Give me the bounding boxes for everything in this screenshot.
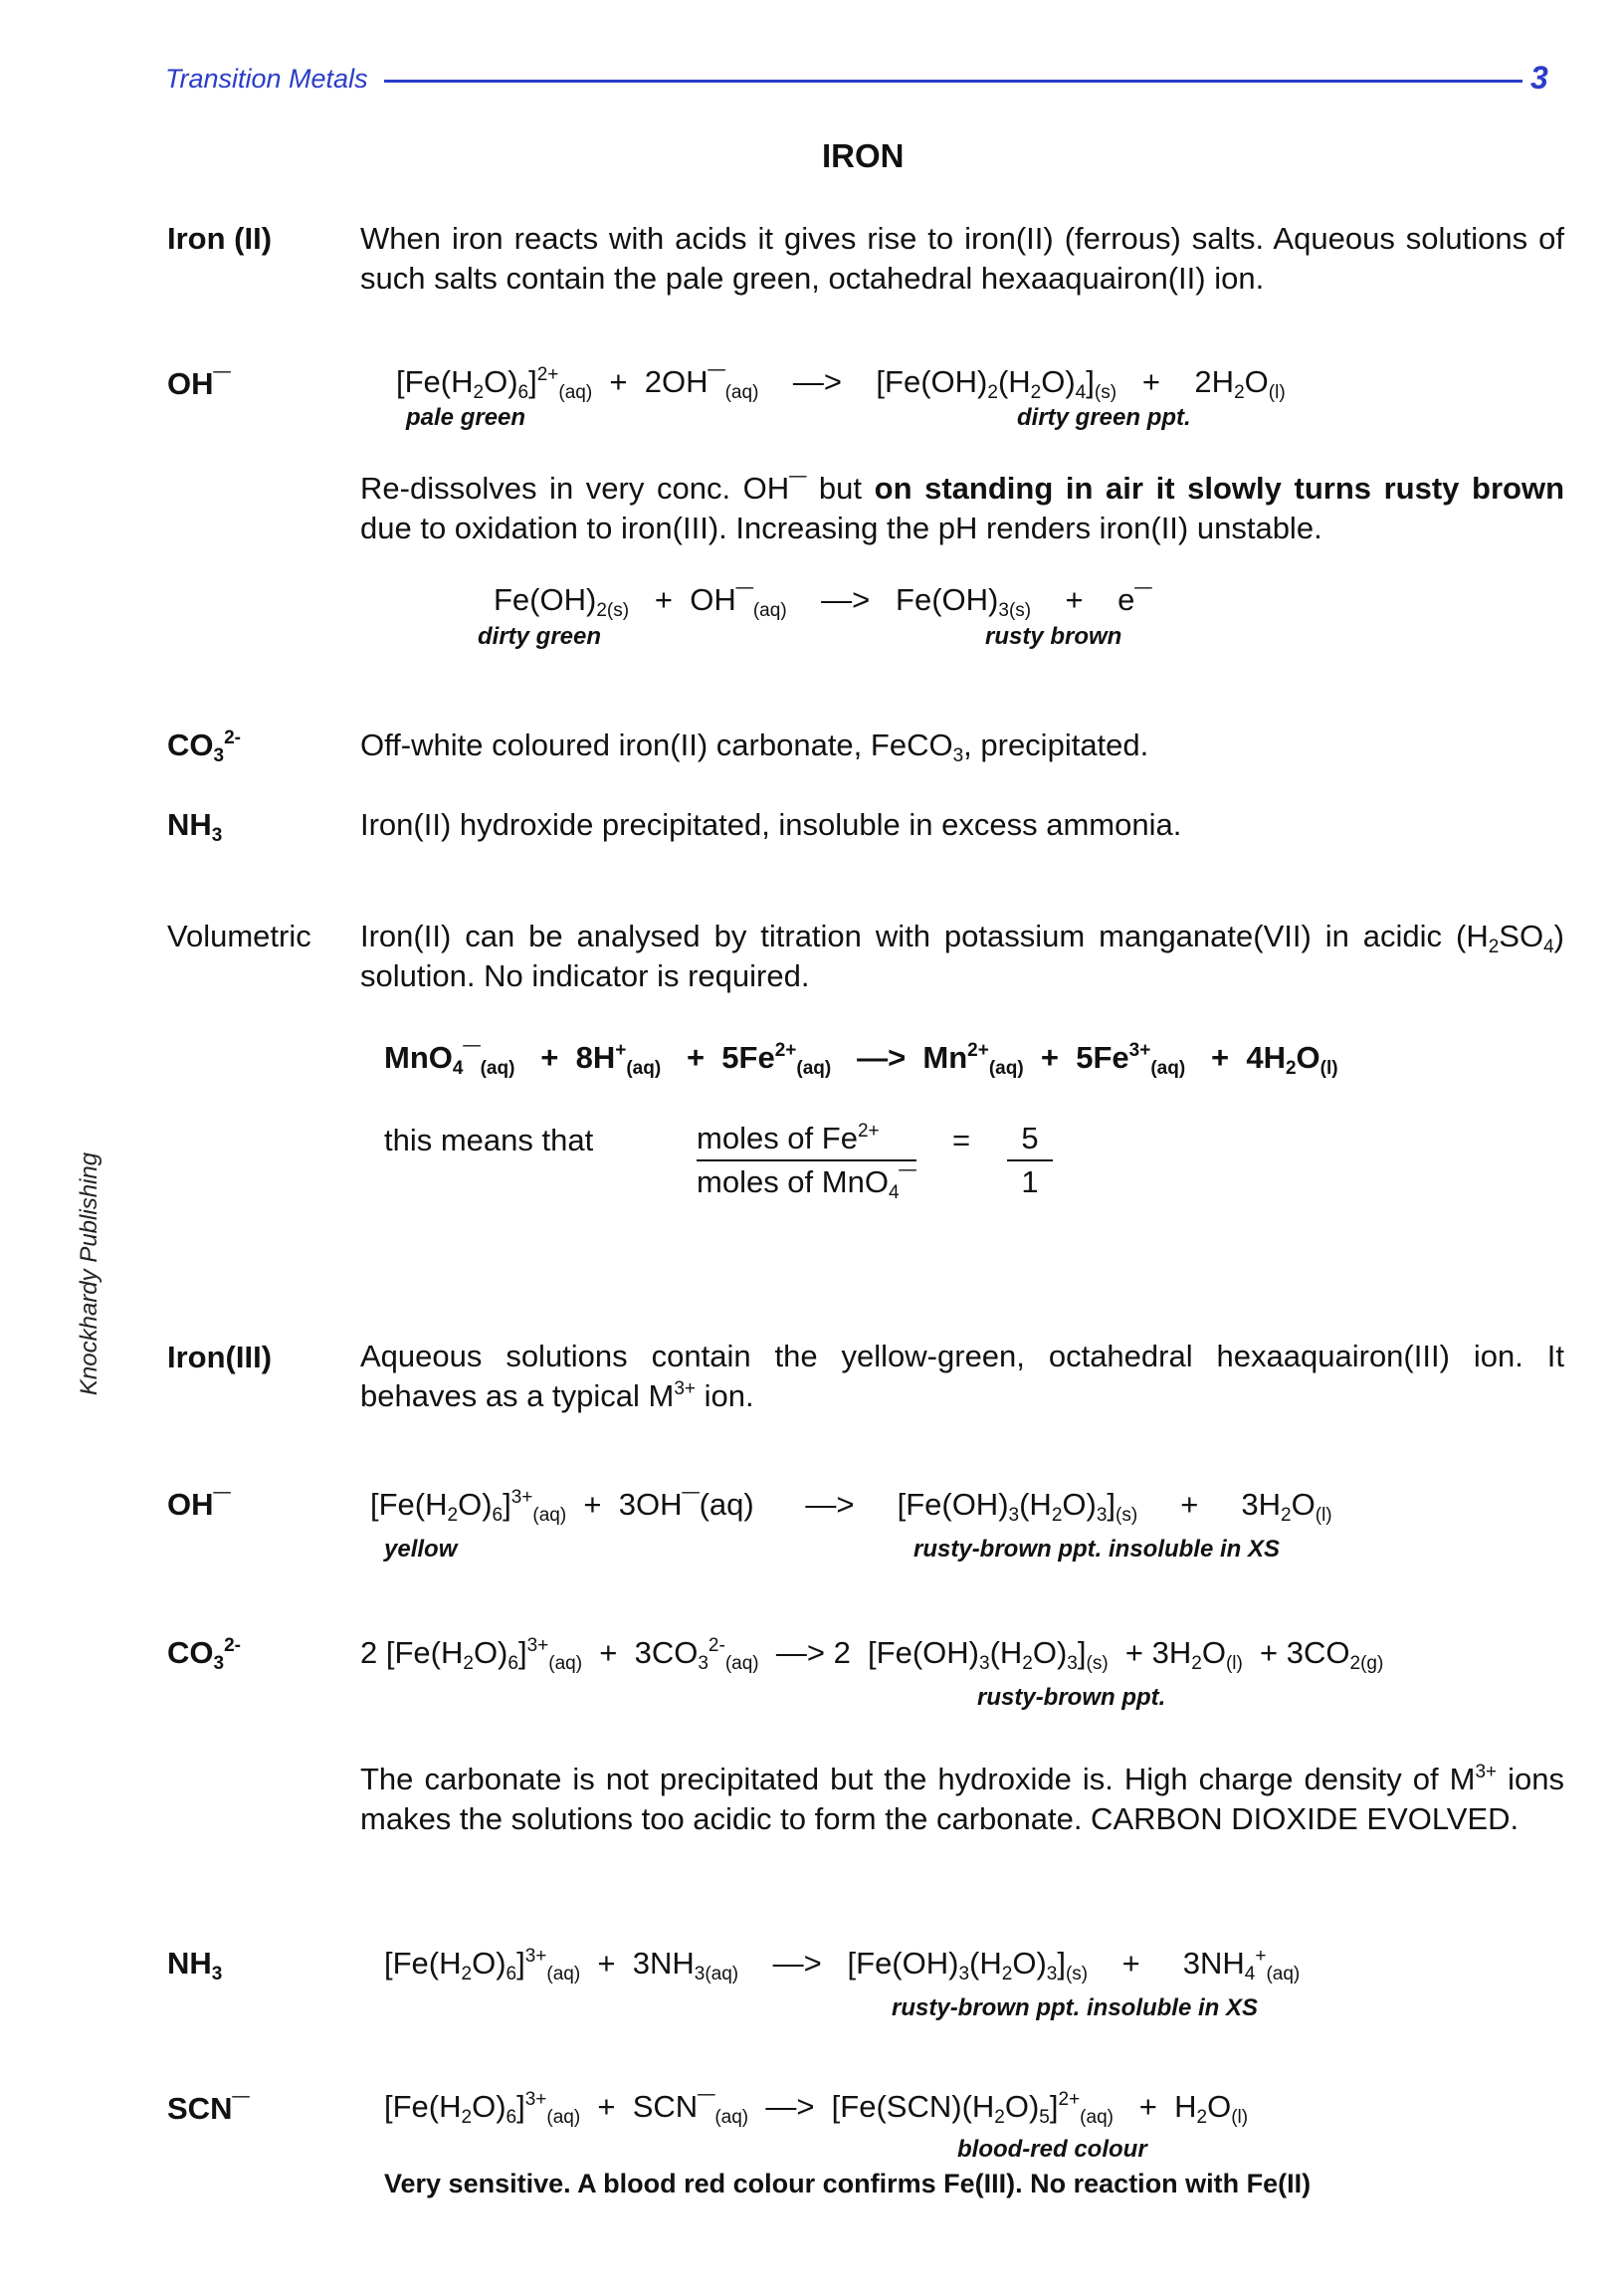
- chapter-title: Transition Metals: [165, 64, 368, 94]
- iron2-oxidation-equation: $Fe(OH)_{2(s)}$ + $OH¯_{(aq)}$ —> $Fe(OH)_{3(s)}$ + e¯: [494, 582, 1152, 621]
- iron2-nh3-label: $NH_3$: [167, 807, 223, 846]
- iron2-oh-equation: $[Fe(H_2O)_6]^{2+}_{(aq)}$ + $2OH¯_{(aq)}$ —> $[Fe(OH)_2(H_2O)_4]_{(s)}$ + $2H_2O_{(l)}$: [396, 364, 1286, 403]
- publisher-sidebar: Knockhardy Publishing: [76, 1151, 102, 1396]
- iron2-volumetric-label: Volumetric: [167, 919, 311, 953]
- iron2-ox-caption-left: dirty green: [478, 623, 602, 650]
- iron3-nh3-equation: $[Fe(H_2O)_6]^{3+}_{(aq)} + 3NH_{3(aq)}$ —> $[Fe(OH)_3(H_2O)_3]_{(s)}$ + $3NH_4^+_{(aq)}$: [384, 1946, 1301, 1984]
- iron2-co3-text: Off-white coloured iron(II) carbonate, FeCO$_3$, precipitated.: [360, 728, 1149, 766]
- iron3-nh3-caption: rusty-brown ppt. insoluble in XS: [892, 1994, 1259, 2021]
- ratio-intro: this means that: [384, 1123, 594, 1157]
- mole-ratio-fraction: $\frac{moles of Fe^{2+}}{moles of MnO_4¯}$: [697, 1121, 916, 1203]
- iron3-co3-equation: 2 $[Fe(H_2O)_6]^{3+}_{(aq)} + 3CO_3^{2-}_{(aq)}$ —> 2 $[Fe(OH)_3(H_2O)_3]_{(s)} + 3H_2O_{(l)} + 3CO_{2(g)}$: [360, 1635, 1384, 1674]
- iron3-co3-caption: rusty-brown ppt.: [977, 1684, 1166, 1711]
- manganate-equation: $MnO_4¯_{(aq)} + 8H^+_{(aq)} + 5Fe^{2+}_{(aq)}$ —> $Mn^{2+}_{(aq)} + 5Fe^{3+}_{(aq)} + 4H_2O_{(l)}$: [384, 1040, 1338, 1079]
- header-rule: [384, 80, 1522, 83]
- page-title: IRON: [822, 137, 905, 174]
- page-number: 3: [1530, 60, 1548, 96]
- iron3-nh3-label: $NH_3$: [167, 1946, 223, 1984]
- iron3-scn-note: Very sensitive. A blood red colour confirms Fe(III). No reaction with Fe(II): [384, 2169, 1312, 2198]
- iron2-oh-caption-left: pale green: [406, 404, 526, 431]
- iron3-oh-caption-right: rusty-brown ppt. insoluble in XS: [913, 1536, 1281, 1563]
- iron3-label: Iron(III): [167, 1340, 273, 1374]
- iron2-ox-caption-right: rusty brown: [985, 623, 1122, 650]
- iron3-oh-label: OH¯: [167, 1487, 231, 1522]
- iron2-label: Iron (II): [167, 221, 273, 256]
- iron2-volumetric-text: Iron(II) can be analysed by titration with potassium manganate(VII) in acidic $(H_2SO_4)$ solution. No indicator is required.: [360, 919, 1564, 993]
- iron3-scn-caption: blood-red colour: [957, 2136, 1147, 2163]
- iron3-carbonate-explanation: The carbonate is not precipitated but the hydroxide is. High charge density of $M^{3+}$ ions makes the solutions too acidic to form the carbonate. CARBON DIOXIDE EVOLVED.: [360, 1762, 1565, 1836]
- ratio-value: $\frac{5}{1}$: [1007, 1121, 1053, 1200]
- iron2-oh-label: OH¯: [167, 366, 231, 401]
- iron3-co3-label: $CO_3^{2-}$: [167, 1635, 241, 1674]
- iron2-oh-caption-right: dirty green ppt.: [1017, 404, 1191, 431]
- iron2-redissolve-text: Re-dissolves in very conc. OH¯ but on standing in air it slowly turns rusty brown due to oxidation to iron(III). Increasing the pH renders iron(II) unstable.: [360, 471, 1565, 545]
- iron2-intro: When iron reacts with acids it gives rise to iron(II) (ferrous) salts. Aqueous solutions of such salts contain the pale green, octahedral hexaaquairon(II) ion.: [360, 221, 1564, 296]
- iron3-scn-equation: $[Fe(H_2O)_6]^{3+}_{(aq)}$ + $SCN¯_{(aq)}$ —> $[Fe(SCN)(H_2O)_5]^{2+}_{(aq)} + H_2O_{(l)}$: [384, 2089, 1249, 2128]
- iron3-intro: Aqueous solutions contain the yellow-green, octahedral hexaaquairon(III) ion. It behaves as a typical $M^{3+}$ ion.: [360, 1339, 1564, 1413]
- iron2-co3-label: $CO_3^{2-}$: [167, 728, 241, 766]
- iron3-scn-label: SCN¯: [167, 2091, 250, 2126]
- iron3-oh-caption-left: yellow: [384, 1536, 458, 1563]
- ratio-equals: =: [952, 1123, 971, 1157]
- iron3-oh-equation: $[Fe(H_2O)_6]^{3+}_{(aq)}$ + 3OH¯(aq) —> $[Fe(OH)_3(H_2O)_3]_{(s)}$ + $3H_2O_{(l)}$: [370, 1487, 1332, 1526]
- iron2-nh3-text: Iron(II) hydroxide precipitated, insoluble in excess ammonia.: [360, 807, 1182, 842]
